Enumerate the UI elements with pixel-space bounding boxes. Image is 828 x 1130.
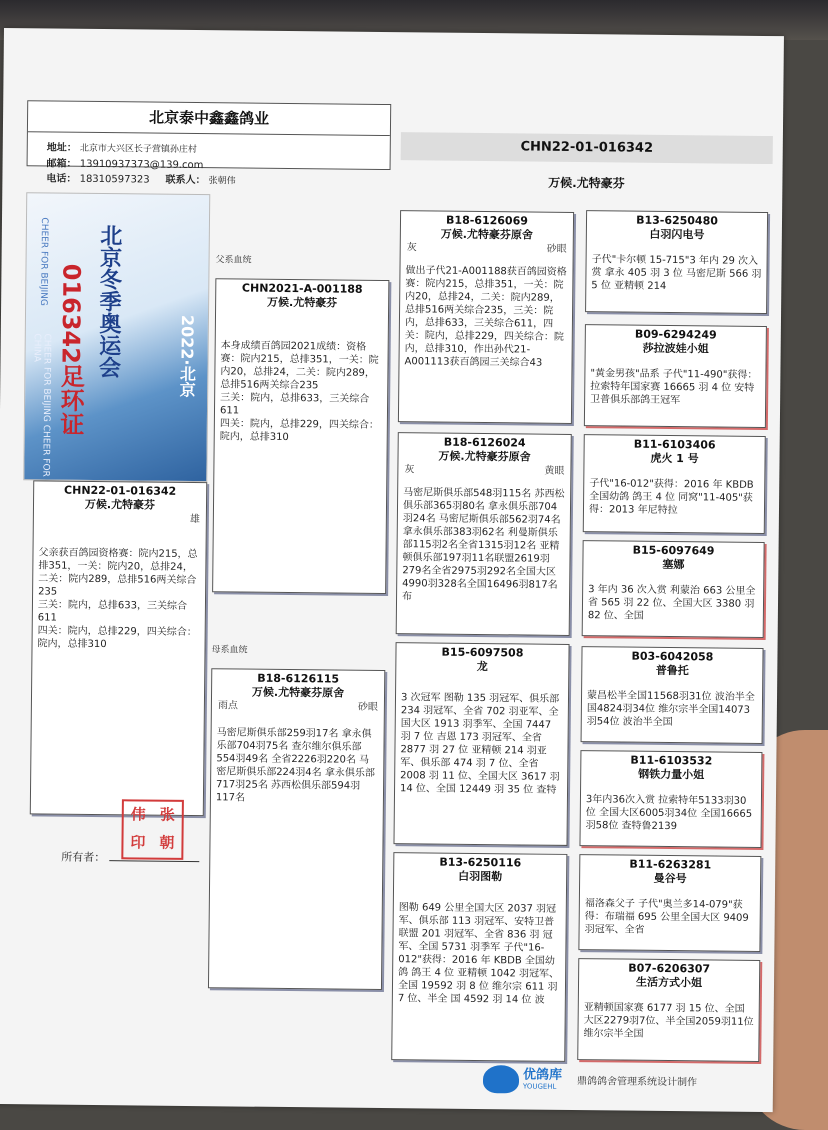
- gg-record: "黄金男孩"品系 子代"11-490"获得：拉索特年国家赛 16665 羽 4 位 安特卫普俱乐部鸽王冠军: [590, 368, 758, 407]
- fm-ring: B18-6126024: [443, 435, 526, 450]
- logo-name: 优鸽库: [522, 1067, 563, 1083]
- fm-eye: 黄眼: [544, 465, 565, 477]
- ff-strain: 万候.尤特豪芬原舍: [440, 227, 534, 242]
- mother-record: 马密尼斯俱乐部259羽17名 拿永俱乐部704羽75名 查尔维尔俱乐部554羽49名 全省2226羽220名 马密尼斯俱乐部224羽4名 拿永俱乐部717羽25名 苏西松俱乐部594羽117名: [215, 727, 375, 804]
- gg-ring: B11-6103406: [633, 437, 716, 452]
- mm-strain: 白羽图勒: [458, 869, 503, 884]
- seal-char: 张: [159, 805, 175, 824]
- father-ring: CHN2021-A-001188: [241, 281, 363, 296]
- address: 北京市大兴区长子营镇孙庄村: [79, 143, 197, 156]
- main-ring-bar: [401, 132, 773, 164]
- email: 13910937373@139.com: [79, 158, 204, 172]
- phone-label: 电话：: [46, 173, 77, 185]
- contact-info: [46, 140, 236, 189]
- fm-color: 灰: [404, 464, 415, 476]
- footer-credit: 鼎鸽鸽舍管理系统设计制作: [576, 1076, 698, 1089]
- great-grandparent-box: [577, 958, 760, 1062]
- gg-ring: B13-6250480: [636, 213, 719, 228]
- bird-record: 父亲获百鸽园资格赛：院内215，总排351，一关：院内20，总排24，二关：院内289，总排516两关综合235 三关：院内，总排633，三关综合611 四关：院内，总排229，四关综合：院内，总排310: [37, 547, 198, 651]
- mother-strain: 万候.尤特豪芬原舍: [251, 685, 345, 700]
- bird-box: [30, 480, 207, 816]
- fm-record: 马密尼斯俱乐部548羽115名 苏西松俱乐部365羽80名 拿永俱乐部704羽24名 马密尼斯俱乐部562羽74名 拿永俱乐部383羽62名 利曼斯俱乐部115羽2名全省1315羽12名 亚精顿俱乐部197羽11名联盟2619羽279名全省2975羽292名全国大区4990羽328名全国16496羽817名 布: [402, 487, 565, 603]
- ff-color: 灰: [406, 242, 417, 254]
- logo-sub: YOUGEHL: [522, 1082, 557, 1091]
- paternal-grandfather-box: [398, 210, 574, 424]
- pedigree-sheet: [0, 28, 784, 1112]
- great-grandparent-box: [584, 324, 767, 428]
- maternal-grandfather-box: [393, 642, 569, 846]
- father-record: 本身成绩百鸽园2021成绩：资格赛：院内215，总排351，一关：院内20，总排24，二关：院内289，总排516两关综合235 三关：院内，总排633，三关综合611 四关：院内，总排229，四关综合：院内，总排310: [219, 340, 380, 444]
- gg-record: 3 年内 36 次入赏 利蒙治 663 公里全省 565 羽 22 位、全国大区 3380 羽 82 位、全国: [587, 584, 758, 622]
- card-year: 2022·北京: [177, 314, 198, 398]
- ff-eye: 砂眼: [546, 243, 567, 255]
- gg-ring: B11-6263281: [629, 857, 712, 872]
- gg-ring: B09-6294249: [634, 327, 717, 342]
- ff-record: 做出子代21-A001188获百鸽园资格赛：院内215，总排351，一关：院内20，总排24，二关：院内289，总排516两关综合235，三关：院内，总排633，三关综合611，四关：院内，总排229，四关综合：院内，总排310，作出孙代21-A001113获百鸽园三关综合43: [404, 265, 567, 369]
- contact-label: 联系人：: [165, 174, 206, 187]
- great-grandparent-box: [582, 540, 765, 638]
- gg-ring: B11-6103532: [630, 753, 713, 768]
- card-bottom-text: CHEER FOR BEIJING CHEER FOR CHINA: [31, 333, 52, 477]
- seal-char: 印: [130, 833, 146, 852]
- gg-record: 蒙昌松半全国11568羽31位 波治半全国4824羽34位 维尔宗半全国14073羽54位 波治半全国: [586, 690, 755, 729]
- email-label: 邮箱：: [46, 158, 77, 170]
- owner-blank: [109, 860, 199, 862]
- gg-ring: B07-6206307: [628, 961, 711, 976]
- gg-name: 普鲁托: [655, 663, 689, 678]
- seal-char: 伟: [130, 805, 146, 824]
- gg-ring: B15-6097649: [632, 543, 715, 558]
- great-grandparent-box: [578, 854, 761, 952]
- mother-eye: 砂眼: [357, 701, 378, 713]
- gg-name: 莎拉波娃小姐: [642, 341, 709, 356]
- father-line-label: 父系血统: [215, 255, 252, 266]
- father-strain: 万候.尤特豪芬: [266, 295, 338, 310]
- card-slogan: CHEER FOR BEIJING: [38, 217, 50, 306]
- bird-sex: 雄: [189, 513, 200, 526]
- mf-record: 3 次冠军 图勒 135 羽冠军、俱乐部 234 羽冠军、全省 702 羽亚军、全国大区 1913 羽季军、全国 7447 羽 7 位 吉恩 173 羽冠军、全省 2877 羽 27 位 亚精顿 214 羽亚军、俱乐部 474 羽 7 位、全省 2008 羽 11 位、全国大区 3617 羽 14 位、全国 12449 羽 35 位 查特: [399, 692, 563, 796]
- seal-char: 朝: [159, 833, 175, 852]
- mother-ring: B18-6126115: [257, 671, 340, 686]
- gg-record: 福洛森父子 子代"奥兰多14-079"获得：布瑞福 695 公里全国大区 9409 羽冠军、全省: [584, 898, 753, 936]
- dove-logo-icon: [483, 1065, 519, 1093]
- card-number: 016342足环证: [55, 263, 86, 437]
- gg-name: 虎火 1 号: [650, 451, 699, 466]
- mf-ring: B15-6097508: [441, 645, 524, 660]
- main-strain: 万候.尤特豪芬: [548, 175, 625, 191]
- maternal-grandmother-box: [391, 852, 567, 1062]
- owner-line: [61, 849, 199, 866]
- main-ring: CHN22-01-016342: [520, 139, 654, 156]
- mother-box: [208, 668, 385, 990]
- great-grandparent-box: [585, 210, 768, 314]
- great-grandparent-box: [579, 750, 762, 848]
- gg-record: 3年内36次入赏 拉索特年5133羽30位 全国大区6005羽34位 全国16665羽58位 查特鲁2139: [585, 794, 753, 833]
- gg-name: 塞娜: [662, 557, 685, 572]
- company-name: 北京泰中鑫鑫鸽业: [28, 101, 390, 136]
- great-grandparent-box: [581, 646, 764, 744]
- address-label: 地址：: [46, 142, 77, 154]
- gg-record: 子代"卡尔顿 15-715"3 年内 29 次入赏 拿永 405 羽 3 位 马密尼斯 566 羽 5 位 亚精顿 214: [591, 254, 765, 292]
- yougeku-logo: [483, 1065, 562, 1094]
- phone: 18310597323: [79, 173, 150, 186]
- paternal-grandmother-box: [396, 432, 572, 636]
- owner-label: 所有者：: [61, 850, 106, 865]
- great-grandparent-box: [583, 434, 766, 534]
- gg-name: 钢铁力量小姐: [638, 767, 705, 782]
- father-box: [212, 278, 389, 594]
- mother-color: 雨点: [217, 700, 238, 712]
- card-title: 北京冬季奥运会: [95, 223, 122, 379]
- ring-certificate-card: [23, 192, 210, 482]
- mm-record: 图勒 649 公里全国大区 2037 羽冠军、俱乐部 113 羽冠军、安特卫普联盟 201 羽冠军、全省 836 羽 冠军、全国 5731 羽季军 子代"16-012"获得：2016 年 KBDB 全国幼鸽 鸽王 4 位 亚精顿 1042 羽冠军、全国 19592 羽 8 位 维尔宗 611 羽 7 位、半全 国 4592 羽 14 位 波: [397, 902, 561, 1006]
- ff-ring: B18-6126069: [446, 213, 528, 228]
- gg-name: 白羽闪电号: [649, 227, 705, 242]
- mm-ring: B13-6250116: [439, 855, 522, 870]
- bird-strain: 万候.尤特豪芬: [84, 497, 156, 512]
- gg-record: 亚精顿国家赛 6177 羽 15 位、全国大区2279羽7位、半全国2059羽11位 维尔宗半全国: [583, 1002, 757, 1040]
- bird-ring: CHN22-01-016342: [64, 483, 177, 498]
- gg-name: 生活方式小姐: [635, 975, 703, 990]
- fm-strain: 万候.尤特豪芬原舍: [438, 449, 531, 464]
- gg-record: 子代"16-012"获得：2016 年 KBDB 全国幼鸽 鸽王 4 位 同窝"11-405"获得：2013 年尼特拉: [588, 478, 757, 517]
- mf-strain: 龙: [476, 659, 488, 674]
- gg-ring: B03-6042058: [631, 649, 714, 664]
- contact: 张朝伟: [208, 176, 236, 187]
- gg-name: 曼谷号: [653, 871, 687, 886]
- mother-line-label: 母系血统: [211, 645, 248, 656]
